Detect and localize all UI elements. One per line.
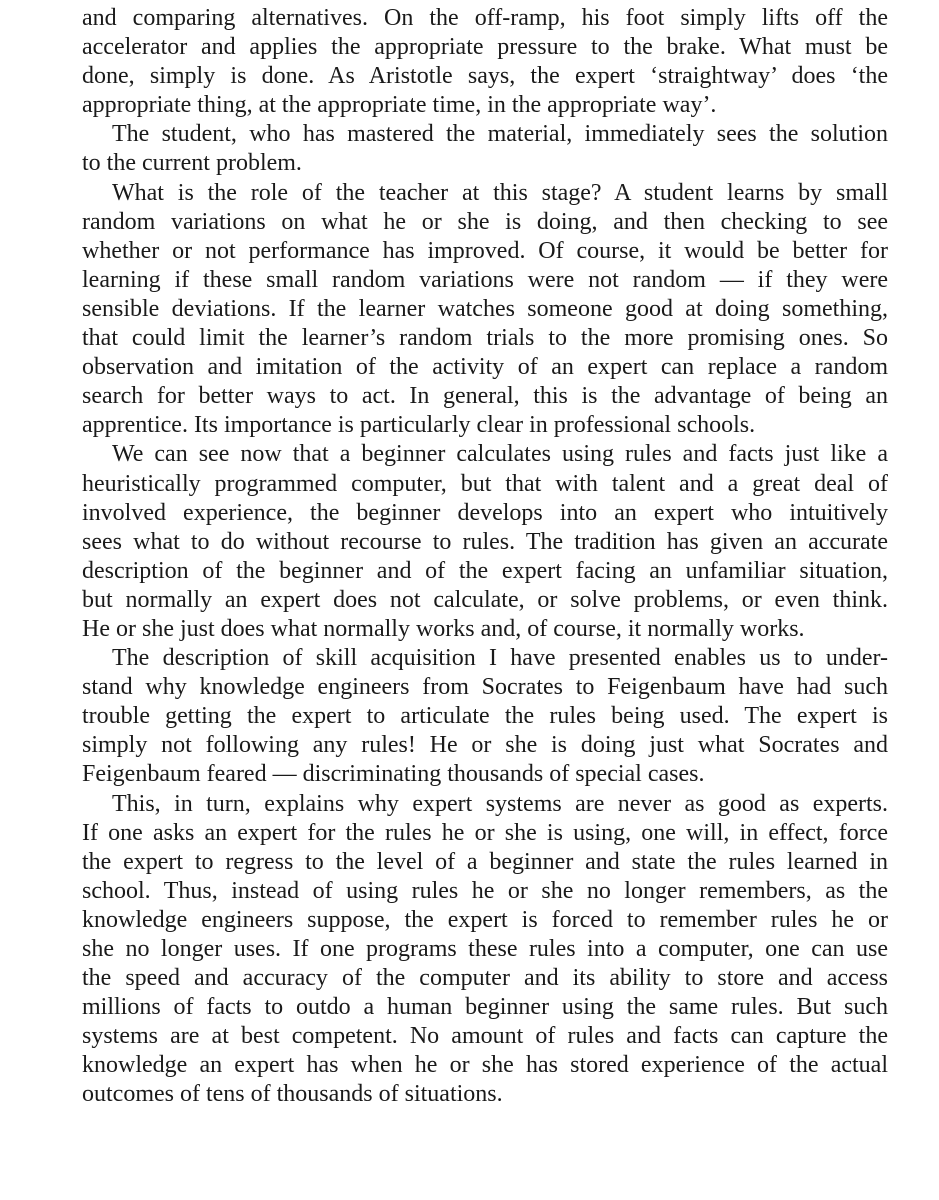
text-line: but normally an expert does not calculate, or solve problems, or even think. (82, 586, 888, 613)
text-line: If one asks an expert for the rules he or she is using, one will, in effect, force (82, 819, 888, 846)
text-line: search for better ways to act. In general, this is the advantage of being an (82, 383, 888, 410)
text-line: sensible deviations. If the learner watches someone good at doing something, (82, 295, 888, 322)
text-line: The description of skill acquisition I have presented enables us to under- (112, 645, 888, 672)
text-line: systems are at best competent. No amount of rules and facts can capture the (82, 1023, 888, 1050)
text-line: What is the role of the teacher at this stage? A student learns by small (112, 179, 888, 206)
text-line: millions of facts to outdo a human beginner using the same rules. But such (82, 994, 888, 1021)
text-line: He or she just does what normally works and, of course, it normally works. (82, 615, 805, 642)
text-line: heuristically programmed computer, but that with talent and a great deal of (82, 470, 888, 497)
paragraph (82, 179, 888, 441)
text-line: outcomes of tens of thousands of situations. (82, 1081, 503, 1108)
text-line: random variations on what he or she is doing, and then checking to see (82, 208, 888, 235)
paragraph (82, 4, 888, 120)
text-line: knowledge engineers suppose, the expert is forced to remember rules he or (82, 906, 888, 933)
text-line: learning if these small random variations were not random — if they were (82, 266, 888, 293)
text-line: accelerator and applies the appropriate pressure to the brake. What must be (82, 34, 888, 61)
text-line: and comparing alternatives. On the off-ramp, his foot simply lifts off the (82, 5, 888, 31)
text-line: simply not following any rules! He or she is doing just what Socrates and (82, 732, 888, 759)
text-line: apprentice. Its importance is particularly clear in professional schools. (82, 412, 756, 439)
paragraph (82, 644, 888, 789)
text-line: sees what to do without recourse to rules. The tradition has given an accurate (82, 528, 888, 555)
text-line: the speed and accuracy of the computer and its ability to store and access (82, 965, 888, 992)
text-line: whether or not performance has improved. Of course, it would be better for (82, 237, 888, 264)
paragraph (82, 440, 888, 644)
text-line: knowledge an expert has when he or she has stored experience of the actual (82, 1052, 888, 1079)
text-line: school. Thus, instead of using rules he or she no longer remembers, as the (82, 877, 888, 904)
text-line: description of the beginner and of the expert facing an unfamiliar situation, (82, 557, 888, 584)
text-line: Feigenbaum feared — discriminating thousands of special cases. (82, 761, 705, 788)
text-line: involved experience, the beginner develops into an expert who intuitively (82, 499, 888, 526)
text-line: she no longer uses. If one programs these rules into a computer, one can use (82, 936, 888, 962)
document-page (82, 4, 888, 1110)
paragraph (82, 790, 888, 1110)
text-line: observation and imitation of the activity of an expert can replace a random (82, 354, 888, 381)
text-line: trouble getting the expert to articulate the rules being used. The expert is (82, 703, 888, 730)
text-line: stand why knowledge engineers from Socrates to Feigenbaum have had such (82, 674, 888, 701)
text-line: We can see now that a beginner calculates using rules and facts just like a (112, 441, 888, 468)
paragraph (82, 120, 888, 178)
text-line: that could limit the learner’s random trials to the more promising ones. So (82, 325, 888, 352)
text-line: The student, who has mastered the material, immediately sees the solution (112, 121, 888, 148)
text-line: appropriate thing, at the appropriate time, in the appropriate way’. (82, 92, 717, 119)
text-line: This, in turn, explains why expert systems are never as good as experts. (112, 790, 888, 817)
text-line: to the current problem. (82, 150, 302, 177)
text-line: the expert to regress to the level of a beginner and state the rules learned in (82, 848, 888, 875)
text-line: done, simply is done. As Aristotle says, the expert ‘straightway’ does ‘the (82, 63, 888, 90)
